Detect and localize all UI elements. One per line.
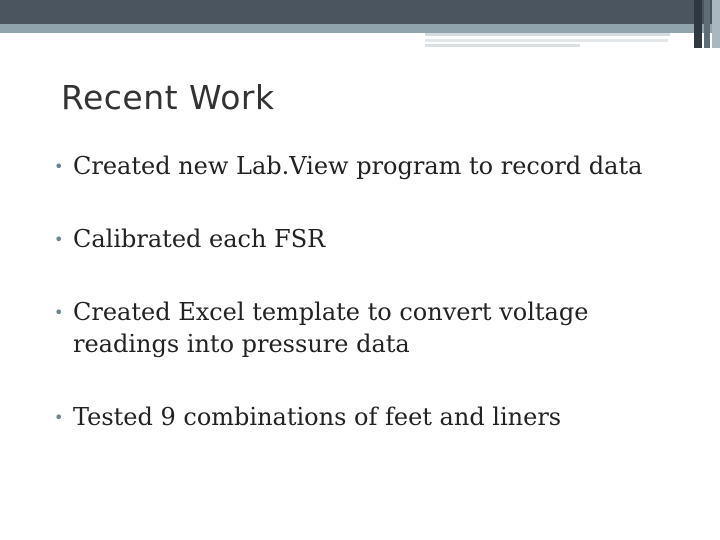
header-band-dark bbox=[0, 0, 720, 24]
bullet-icon: • bbox=[54, 408, 64, 427]
bullet-item bbox=[48, 223, 688, 255]
header-accent-line bbox=[425, 33, 670, 36]
bullet-icon: • bbox=[54, 157, 64, 176]
corner-accent-mid bbox=[704, 0, 710, 48]
header-accent-line bbox=[425, 39, 668, 42]
bullet-item bbox=[48, 150, 688, 182]
header-accent-line bbox=[425, 44, 580, 47]
slide-title: Recent Work bbox=[61, 78, 275, 117]
bullet-item bbox=[48, 296, 688, 360]
bullet-text: Created Excel template to convert voltage readings into pressure data bbox=[73, 298, 589, 358]
bullet-text: Tested 9 combinations of feet and liners bbox=[73, 403, 562, 431]
header-band-teal bbox=[0, 24, 720, 33]
corner-accent-light bbox=[712, 0, 720, 48]
bullet-item bbox=[48, 401, 688, 433]
corner-accent-dark bbox=[694, 0, 702, 48]
bullet-text: Created new Lab.View program to record data bbox=[73, 152, 643, 180]
bullet-icon: • bbox=[54, 230, 64, 249]
bullet-list bbox=[48, 150, 688, 474]
bullet-icon: • bbox=[54, 303, 64, 322]
bullet-text: Calibrated each FSR bbox=[73, 225, 326, 253]
